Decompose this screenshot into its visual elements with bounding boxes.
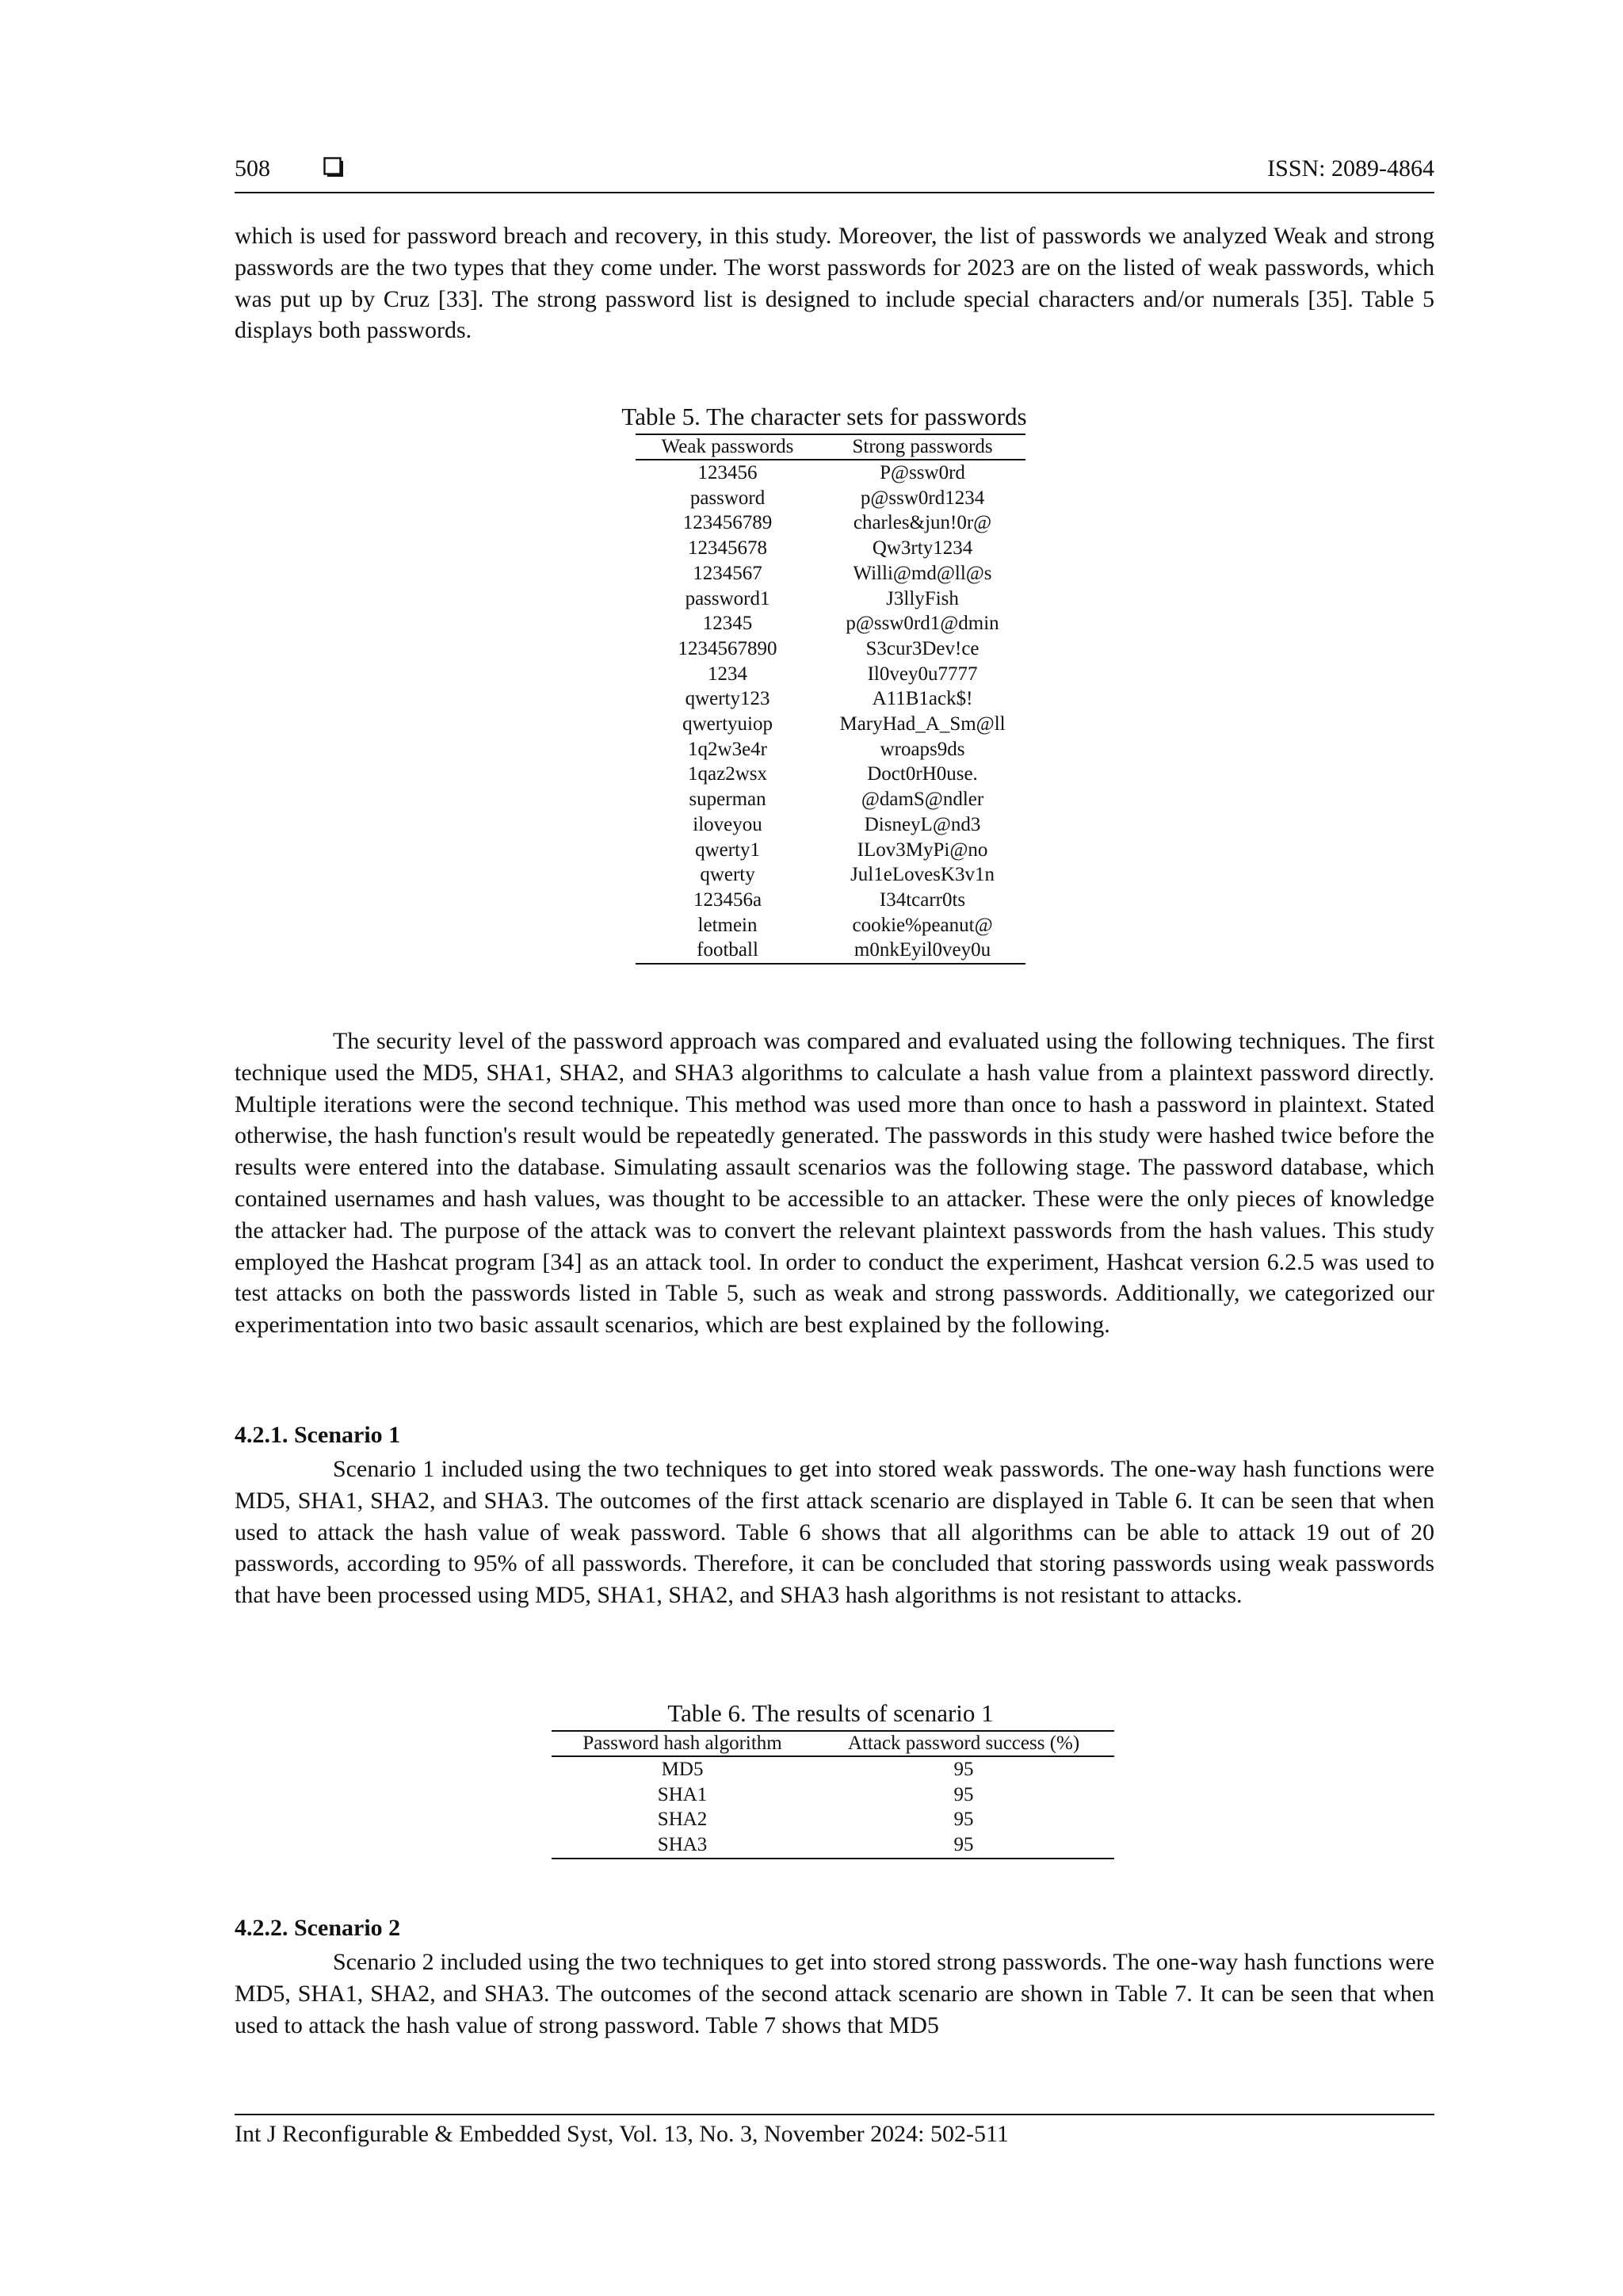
scenario1-block	[235, 1454, 1434, 1611]
table5-cell: Doct0rH0use.	[867, 763, 978, 785]
table5-cell: qwerty1	[695, 839, 760, 861]
header-rule	[235, 192, 1434, 193]
footer-citation: Int J Reconfigurable & Embedded Syst, Vol. 13, No. 3, November 2024: 502-511	[235, 2121, 1009, 2147]
table5-cell: 12345	[702, 613, 753, 635]
page-number: 508	[235, 155, 270, 181]
table5-row	[636, 561, 1025, 586]
table5-row	[636, 862, 1025, 888]
table5-cell: football	[636, 938, 819, 964]
table5-row	[636, 662, 1025, 687]
table5-cell: @damS@ndler	[861, 789, 984, 811]
table5-row	[636, 913, 1025, 938]
table5-row	[636, 460, 1025, 486]
table5-row	[636, 536, 1025, 561]
table6-row	[552, 1832, 1114, 1859]
table5-row	[636, 812, 1025, 838]
table5-row	[636, 686, 1025, 712]
table5-cell: p@ssw0rd1234	[860, 487, 985, 509]
table5-row	[636, 787, 1025, 812]
footer-rule	[235, 2114, 1434, 2115]
table5-cell: Il0vey0u7777	[867, 663, 978, 685]
table6-row	[552, 1782, 1114, 1808]
scenario1-paragraph: Scenario 1 included using the two techniques to get into stored weak passwords. The one-way hash functions were MD5, SHA1, SHA2, and SHA3. The outcomes of the first attack scenario are displayed in Table 6. It can be seen that when used to attack the hash value of weak password. Table 6 shows that all algorithms can be able to attack 19 out of 20 passwords, according to 95% of all passwords. Therefore, it can be concluded that storing passwords using weak passwords that have been processed using MD5, SHA1, SHA2, and SHA3 hash algorithms is not resistant to attacks.	[235, 1456, 1434, 1609]
table5-cell: P@ssw0rd	[880, 462, 965, 483]
table5-header-row	[636, 434, 1025, 460]
table5-col-weak: Weak passwords	[636, 434, 819, 460]
table5-cell: qwertyuiop	[682, 713, 773, 735]
scenario2-block	[235, 1946, 1434, 2041]
table5-row	[636, 762, 1025, 787]
table6	[552, 1730, 1114, 1859]
table5-col-strong: Strong passwords	[819, 434, 1025, 460]
table5-cell: 1qaz2wsx	[688, 763, 768, 785]
table6-cell: 95	[953, 1809, 974, 1831]
scenario1-heading: 4.2.1. Scenario 1	[235, 1422, 401, 1448]
intro-paragraph-block	[235, 220, 1434, 346]
table5-cell: 123456	[697, 462, 758, 483]
table5-cell: wroaps9ds	[880, 738, 965, 760]
table5-cell: ILov3MyPi@no	[857, 839, 988, 861]
table5-cell: 1234567	[693, 562, 762, 584]
table5-cell: 1q2w3e4r	[688, 738, 768, 760]
table5-row	[636, 938, 1025, 964]
table5-cell: A11B1ack$!	[872, 688, 973, 710]
table6-col-success: Attack password success (%)	[813, 1731, 1114, 1756]
table5-cell: qwerty123	[685, 688, 770, 710]
scenario2-heading: 4.2.2. Scenario 2	[235, 1915, 401, 1941]
table5-cell: DisneyL@nd3	[864, 813, 981, 835]
table5-cell: letmein	[697, 914, 758, 936]
scenario2-paragraph: Scenario 2 included using the two techniques to get into stored strong passwords. The one-way hash functions were MD5, SHA1, SHA2, and SHA3. The outcomes of the second attack scenario are shown in Table 7. It can be seen that when used to attack the hash value of strong password. Table 7 shows that MD5	[235, 1949, 1434, 2038]
table5	[636, 434, 1025, 965]
table6-cell: 95	[953, 1759, 974, 1780]
table6-cell: MD5	[661, 1759, 704, 1780]
table5-row	[636, 737, 1025, 762]
table6-cell: 95	[813, 1832, 1114, 1859]
table5-cell: p@ssw0rd1@dmin	[846, 613, 999, 635]
table5-cell: iloveyou	[693, 813, 762, 835]
table6-caption: Table 6. The results of scenario 1	[667, 1699, 994, 1727]
table5-cell: qwerty	[700, 864, 755, 886]
table6-cell: SHA1	[657, 1783, 708, 1805]
intro-paragraph: which is used for password breach and recovery, in this study. Moreover, the list of passwords we analyzed Weak and strong passwords are the two types that they come under. The worst passwords for 2023 are on the listed of weak passwords, which was put up by Cruz [33]. The strong password list is designed to include special characters and/or numerals [35]. Table 5 displays both passwords.	[235, 223, 1434, 344]
table5-row	[636, 486, 1025, 511]
table6-header-row	[552, 1731, 1114, 1756]
issn-label: ISSN: 2089-4864	[1267, 155, 1434, 181]
table5-row	[636, 888, 1025, 913]
table5-row	[636, 611, 1025, 636]
table5-row	[636, 586, 1025, 612]
table6-cell: SHA3	[552, 1832, 813, 1859]
table5-row	[636, 636, 1025, 662]
table5-row	[636, 712, 1025, 737]
methods-paragraph: The security level of the password approach was compared and evaluated using the following techniques. The first technique used the MD5, SHA1, SHA2, and SHA3 algorithms to calculate a hash value from a plaintext password directly. Multiple iterations were the second technique. This method was used more than once to hash a password in plaintext. Stated otherwise, the hash function's result would be repeatedly generated. The passwords in this study were hashed twice before the results were entered into the database. Simulating assault scenarios was the following stage. The password database, which contained usernames and hash values, was thought to be accessible to an attacker. These were the only pieces of knowledge the attacker had. The purpose of the attack was to convert the relevant plaintext passwords from the hash values. This study employed the Hashcat program [34] as an attack tool. In order to conduct the experiment, Hashcat version 6.2.5 was used to test attacks on both the passwords listed in Table 5, such as weak and strong passwords. Additionally, we categorized our experimentation into two basic assault scenarios, which are best explained by the following.	[235, 1028, 1434, 1339]
table5-cell: 123456a	[693, 888, 762, 911]
table5-row	[636, 838, 1025, 863]
table5-caption: Table 5. The character sets for passwords	[621, 403, 1027, 430]
table6-row	[552, 1756, 1114, 1782]
table5-row	[636, 510, 1025, 536]
table5-cell: 123456789	[682, 512, 773, 534]
table6-row	[552, 1807, 1114, 1832]
table5-cell: Qw3rty1234	[872, 537, 973, 560]
square-bullet-icon	[323, 157, 344, 178]
table5-cell: Jul1eLovesK3v1n	[850, 864, 995, 886]
table5-cell: 12345678	[688, 537, 768, 560]
table5-cell: charles&jun!0r@	[853, 512, 992, 534]
table5-cell: password1	[685, 587, 770, 609]
table5-cell: password	[689, 487, 766, 509]
table5-cell: Willi@md@ll@s	[853, 562, 992, 584]
table5-cell: cookie%peanut@	[852, 914, 993, 936]
table6-cell: SHA2	[657, 1809, 708, 1831]
table5-cell: m0nkEyil0vey0u	[819, 938, 1025, 964]
table5-cell: 1234567890	[678, 637, 777, 659]
table5-cell: J3llyFish	[886, 587, 959, 609]
table6-cell: 95	[953, 1783, 974, 1805]
running-header	[235, 155, 1434, 192]
methods-paragraph-block	[235, 1026, 1434, 1341]
table5-cell: 1234	[708, 663, 748, 685]
table5-cell: S3cur3Dev!ce	[865, 637, 980, 659]
table5-cell: MaryHad_A_Sm@ll	[839, 713, 1006, 735]
table6-col-algorithm: Password hash algorithm	[552, 1731, 813, 1756]
table5-cell: superman	[689, 789, 766, 811]
table5-cell: I34tcarr0ts	[879, 888, 966, 911]
